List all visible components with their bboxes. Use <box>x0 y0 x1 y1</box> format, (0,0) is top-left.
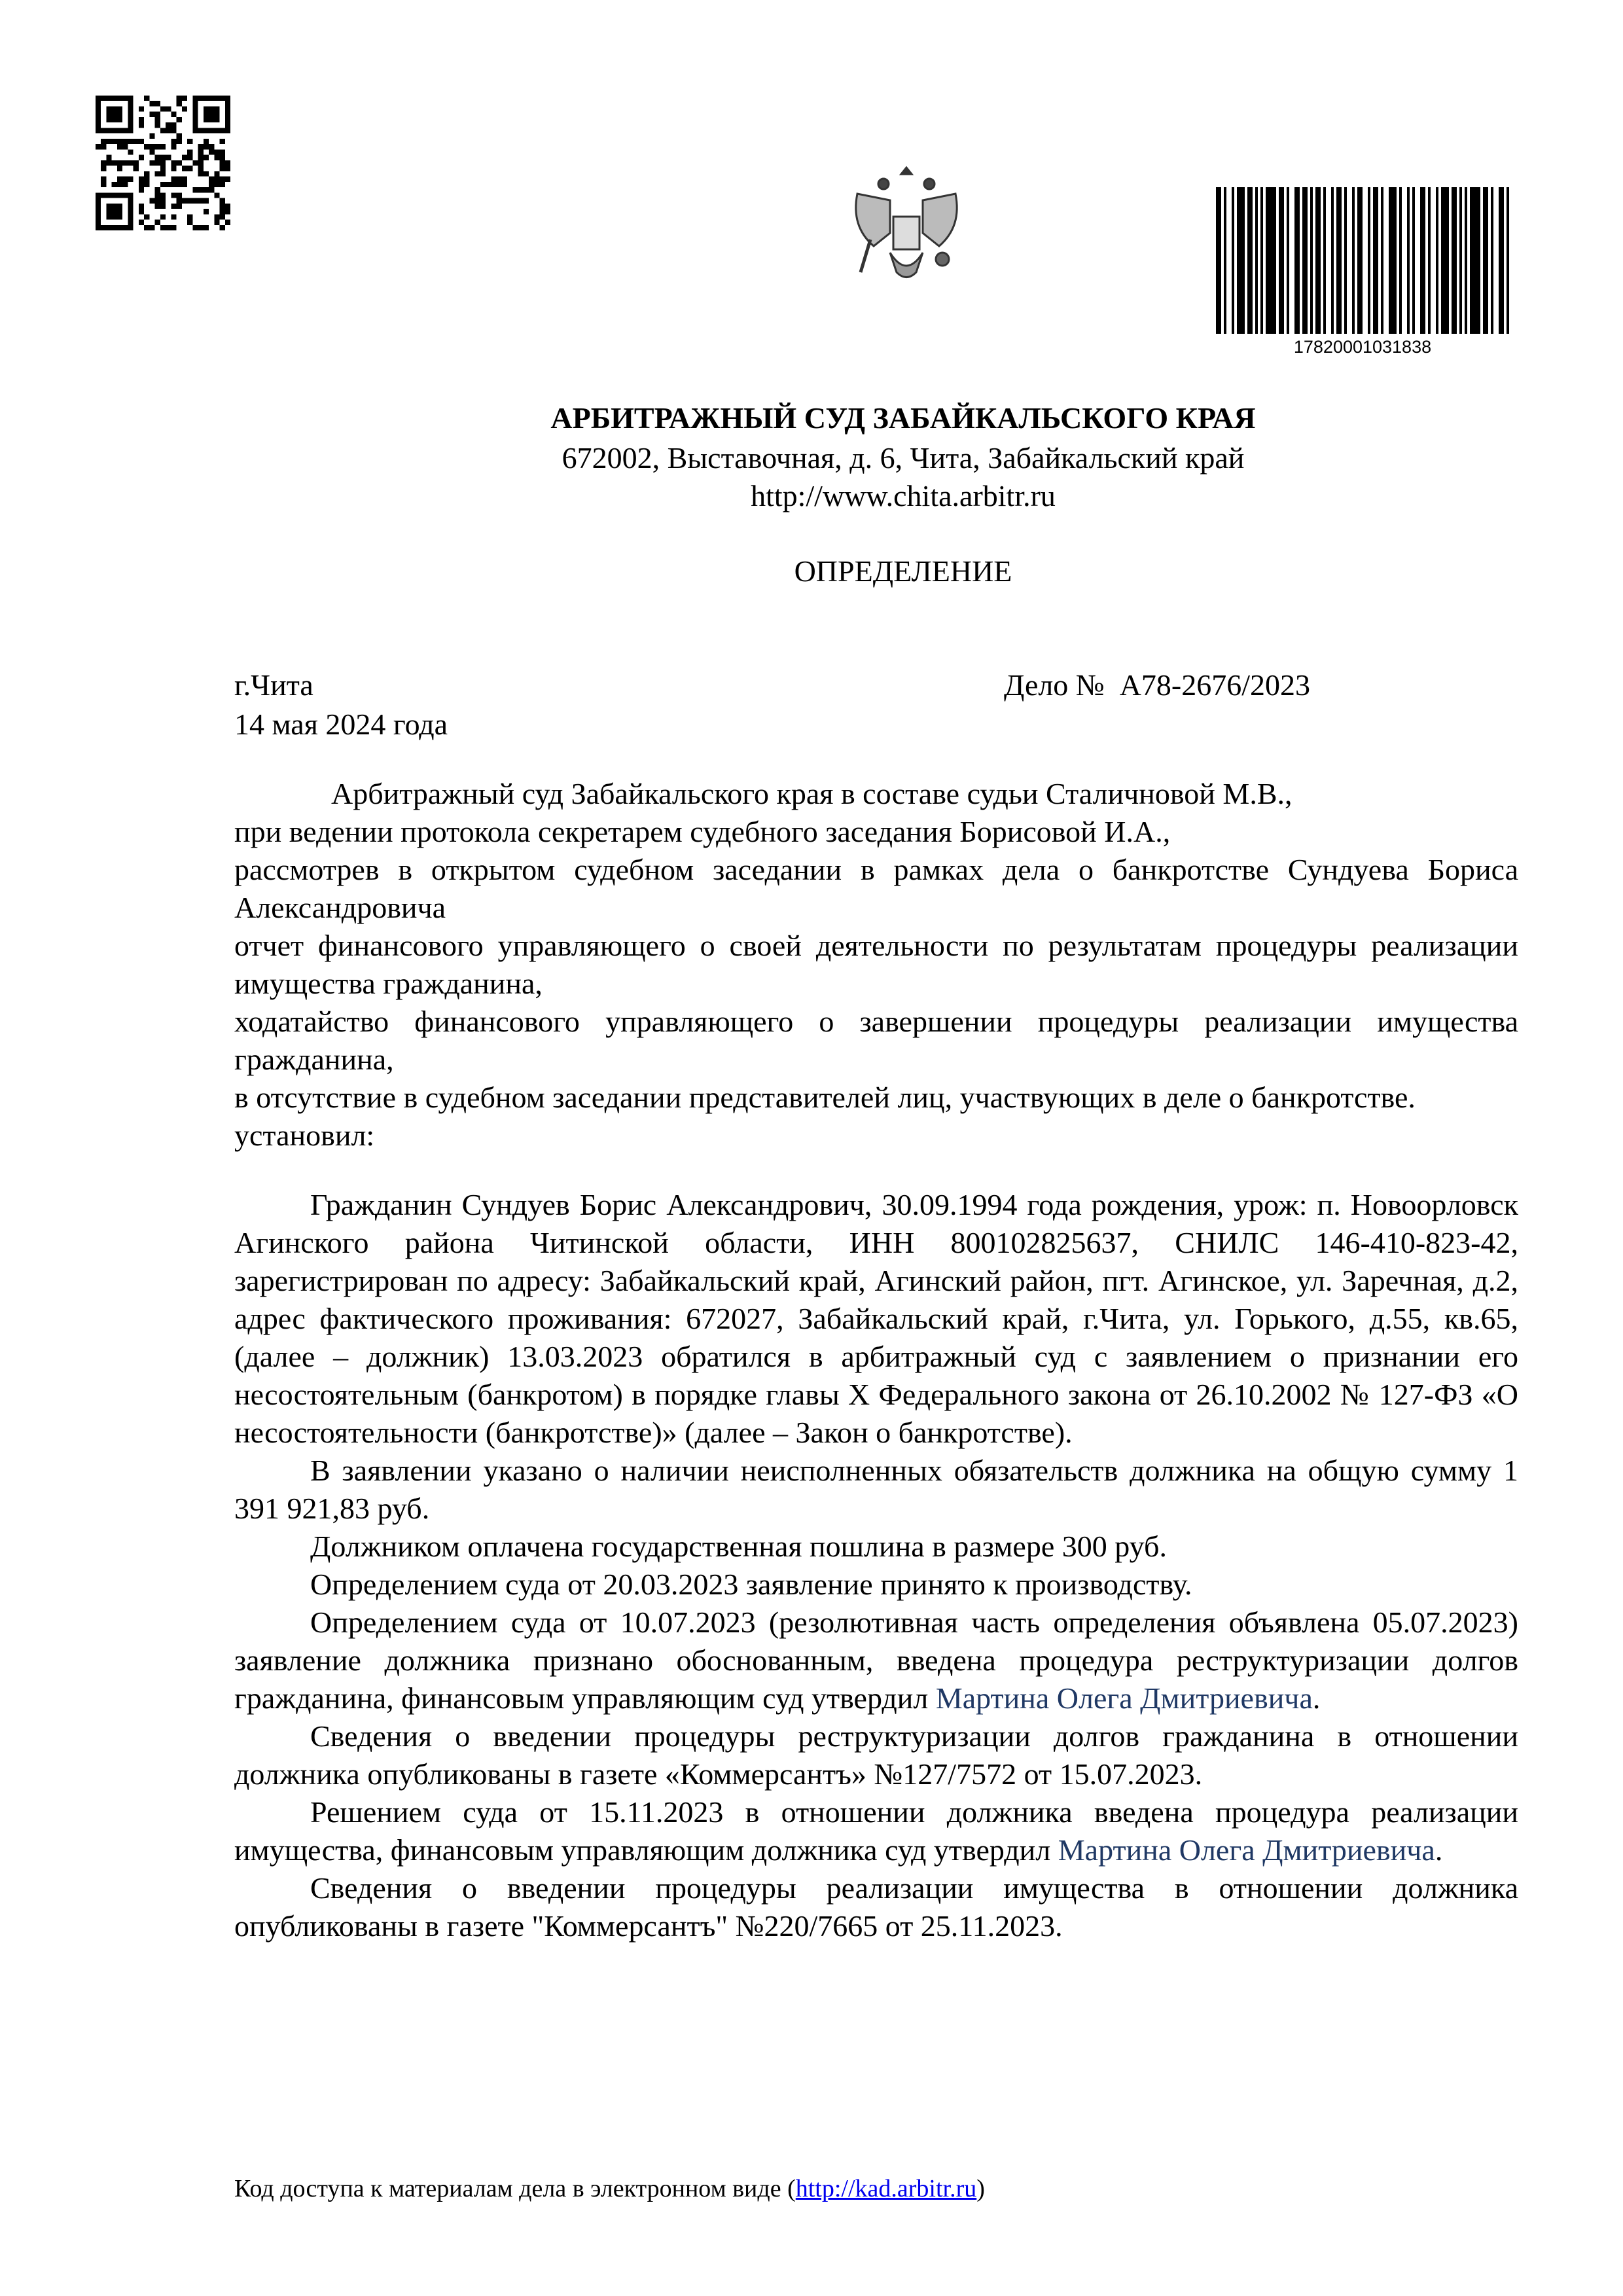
manager-name: Мартина Олега Дмитриевича <box>1058 1833 1435 1867</box>
intro-line: при ведении протокола секретарем судебного заседания Борисовой И.А., <box>234 815 1171 848</box>
text: Определением суда от 10.07.2023 (резолютивная часть определения объявлена 05.07.2023) заявление должника признано обоснованным, введена процедура реструктуризации долгов гражданина, финансовым управляющим суд утвердил <box>234 1605 1518 1715</box>
intro-line: в отсутствие в судебном заседании представителей лиц, участвующих в деле о банкротстве. <box>234 1081 1416 1114</box>
city: г.Чита <box>234 668 313 702</box>
document-type: ОПРЕДЕЛЕНИЕ <box>794 554 1012 588</box>
intro-line: рассмотрев в открытом судебном заседании в рамках дела о банкротстве Сундуева Бориса Александровича <box>234 853 1518 924</box>
footer-access-code <box>234 2174 985 2203</box>
court-website: http://www.chita.arbitr.ru <box>751 479 1056 512</box>
barcode-number: 17820001031838 <box>1293 337 1432 357</box>
intro-line: Арбитражный суд Забайкальского края в составе судьи Сталичновой М.В., <box>331 777 1293 810</box>
intro-line: ходатайство финансового управляющего о завершении процедуры реализации имущества гражданина, <box>234 1005 1518 1076</box>
case-number-value: А78-2676/2023 <box>1119 668 1311 702</box>
paragraph-restructuring <box>234 1604 1518 1717</box>
intro-established: установил: <box>234 1119 375 1152</box>
text: . <box>1312 1681 1321 1715</box>
case-number <box>1004 668 1310 702</box>
footer-text: ) <box>976 2175 985 2202</box>
court-name: АРБИТРАЖНЫЙ СУД ЗАБАЙКАЛЬСКОГО КРАЯ <box>550 401 1256 435</box>
court-address: 672002, Выставочная, д. 6, Чита, Забайкальский край <box>562 441 1245 475</box>
footer-text: Код доступа к материалам дела в электронном виде ( <box>234 2175 796 2202</box>
paragraph-publication-2: Сведения о введении процедуры реализации имущества в отношении должника опубликованы в газете "Коммерсантъ" №220/7665 от 25.11.2023. <box>234 1871 1518 1943</box>
document-date: 14 мая 2024 года <box>234 708 448 741</box>
kad-link[interactable]: http://kad.arbitr.ru <box>795 2175 977 2202</box>
coat-of-arms-emblem <box>844 154 969 285</box>
intro-line: отчет финансового управляющего о своей деятельности по результатам процедуры реализации имущества гражданина, <box>234 929 1518 1000</box>
qr-code <box>96 96 230 230</box>
text: Решением суда от 15.11.2023 в отношении должника введена процедура реализации имущества, финансовым управляющим должника суд утвердил <box>234 1795 1518 1867</box>
paragraph-publication-1: Сведения о введении процедуры реструктуризации долгов гражданина в отношении должника опубликованы в газете «Коммерсантъ» №127/7572 от 15.07.2023. <box>234 1719 1518 1791</box>
paragraph-accepted: Определением суда от 20.03.2023 заявление принято к производству. <box>310 1568 1192 1601</box>
text: . <box>1435 1833 1443 1867</box>
case-label: Дело № <box>1004 668 1105 702</box>
manager-name: Мартина Олега Дмитриевича <box>935 1681 1313 1715</box>
barcode <box>1216 187 1509 334</box>
document-body <box>234 775 1518 1945</box>
paragraph-realization <box>234 1793 1518 1869</box>
paragraph-debtor-info: Гражданин Сундуев Борис Александрович, 30.09.1994 года рождения, урож: п. Новоорловск Агинского района Читинской области, ИНН 800102825637, СНИЛС 146-410-823-42, зарегистрирован по адресу: Забайкальский край, Агинский район, пгт. Агинское, ул. Заречная, д.2, адрес фактического проживания: 672027, Забайкальский край, г.Чита, ул. Горького, д.55, кв.65, (далее – должник) 13.03.2023 обратился в арбитражный суд с заявлением о признании его несостоятельным (банкротом) в порядке главы Х Федерального закона от 26.10.2002 № 127-ФЗ «О несостоятельности (банкротстве)» (далее – Закон о банкротстве). <box>234 1188 1518 1449</box>
paragraph-debt-amount: В заявлении указано о наличии неисполненных обязательств должника на общую сумму 1 391 921,83 руб. <box>234 1454 1518 1525</box>
paragraph-state-fee: Должником оплачена государственная пошлина в размере 300 руб. <box>310 1530 1167 1563</box>
